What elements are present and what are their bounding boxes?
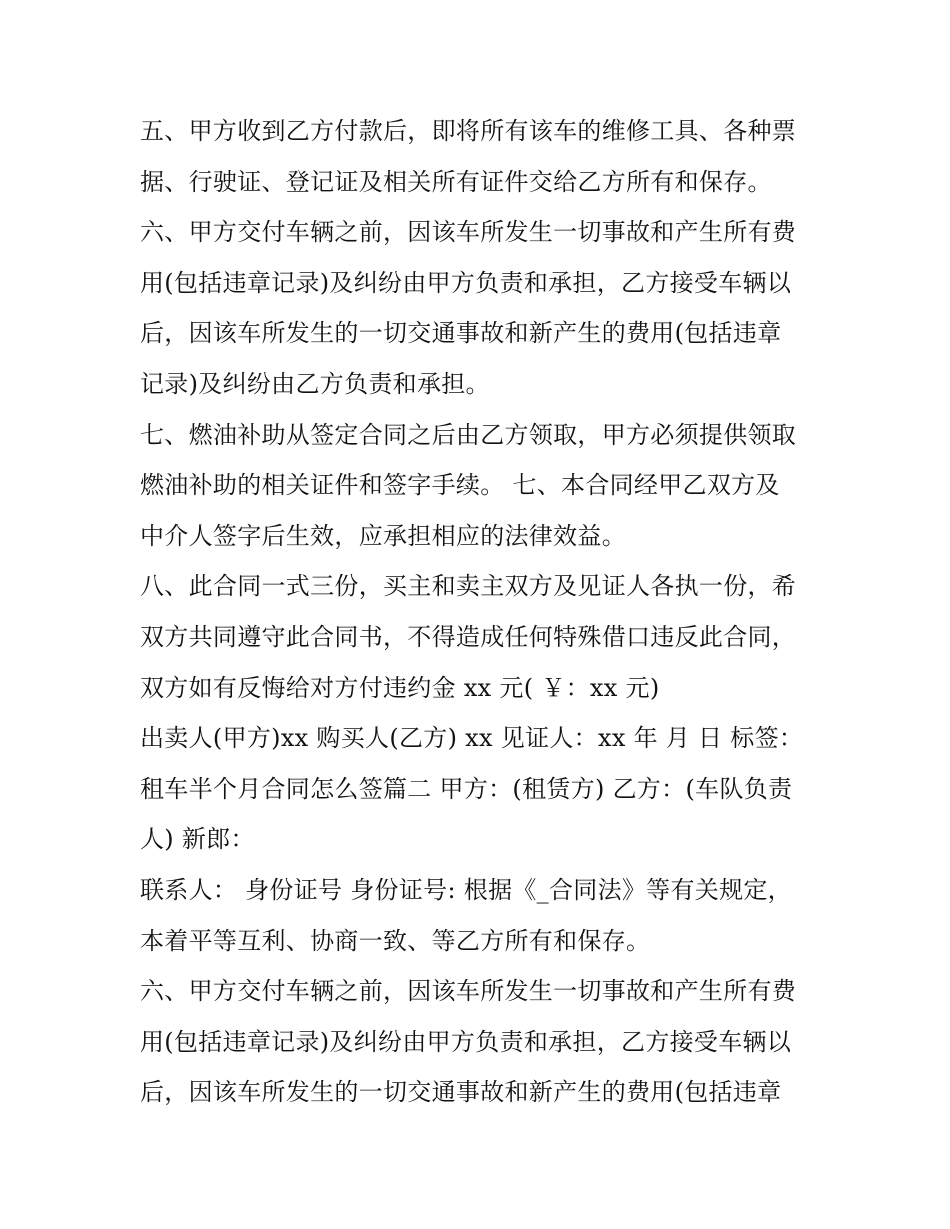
text-line: 五、甲方收到乙方付款后，即将所有该车的维修工具、各种票 — [140, 117, 797, 145]
text-line: 用(包括违章记录)及纠纷由甲方负责和承担，乙方接受车辆以 — [140, 1027, 792, 1056]
text-line: 双方共同遵守此合同书，不得造成任何特殊借口违反此合同， — [140, 622, 797, 651]
document-body — [140, 106, 820, 1118]
text-line: 双方如有反悔给对方付违约金 xx 元( ￥：xx 元) — [140, 673, 660, 702]
text-line: 据、行驶证、登记证及相关所有证件交给乙方所有和保存。 — [140, 167, 772, 196]
text-line: 后，因该车所发生的一切交通事故和新产生的费用(包括违章 — [140, 1078, 782, 1107]
text-line: 出卖人(甲方)xx 购买人(乙方) xx 见证人：xx 年 月 日 标签： — [140, 724, 804, 753]
text-line: 八、此合同一式三份，买主和卖主双方及见证人各执一份，希 — [140, 572, 797, 601]
text-line: 燃油补助的相关证件和签字手续。 七、本合同经甲乙双方及 — [140, 471, 780, 500]
text-line: 租车半个月合同怎么签篇二 甲方：(租赁方) 乙方：(车队负责 — [140, 774, 793, 803]
text-line: 七、燃油补助从签定合同之后由乙方领取，甲方必须提供领取 — [140, 420, 797, 449]
text-line: 用(包括违章记录)及纠纷由甲方负责和承担，乙方接受车辆以 — [140, 268, 792, 297]
text-line: 本着平等互利、协商一致、等乙方所有和保存。 — [140, 926, 651, 955]
text-line: 联系人： 身份证号 身份证号: 根据《_合同法》等有关规定， — [140, 875, 792, 904]
text-line: 记录)及纠纷由乙方负责和承担。 — [140, 369, 490, 398]
text-line: 六、甲方交付车辆之前，因该车所发生一切事故和产生所有费 — [140, 218, 797, 247]
text-line: 六、甲方交付车辆之前，因该车所发生一切事故和产生所有费 — [140, 977, 797, 1006]
text-line: 中介人签字后生效，应承担相应的法律效益。 — [140, 521, 626, 550]
text-line: 人) 新郎： — [140, 825, 255, 854]
text-line: 后，因该车所发生的一切交通事故和新产生的费用(包括违章 — [140, 319, 782, 348]
